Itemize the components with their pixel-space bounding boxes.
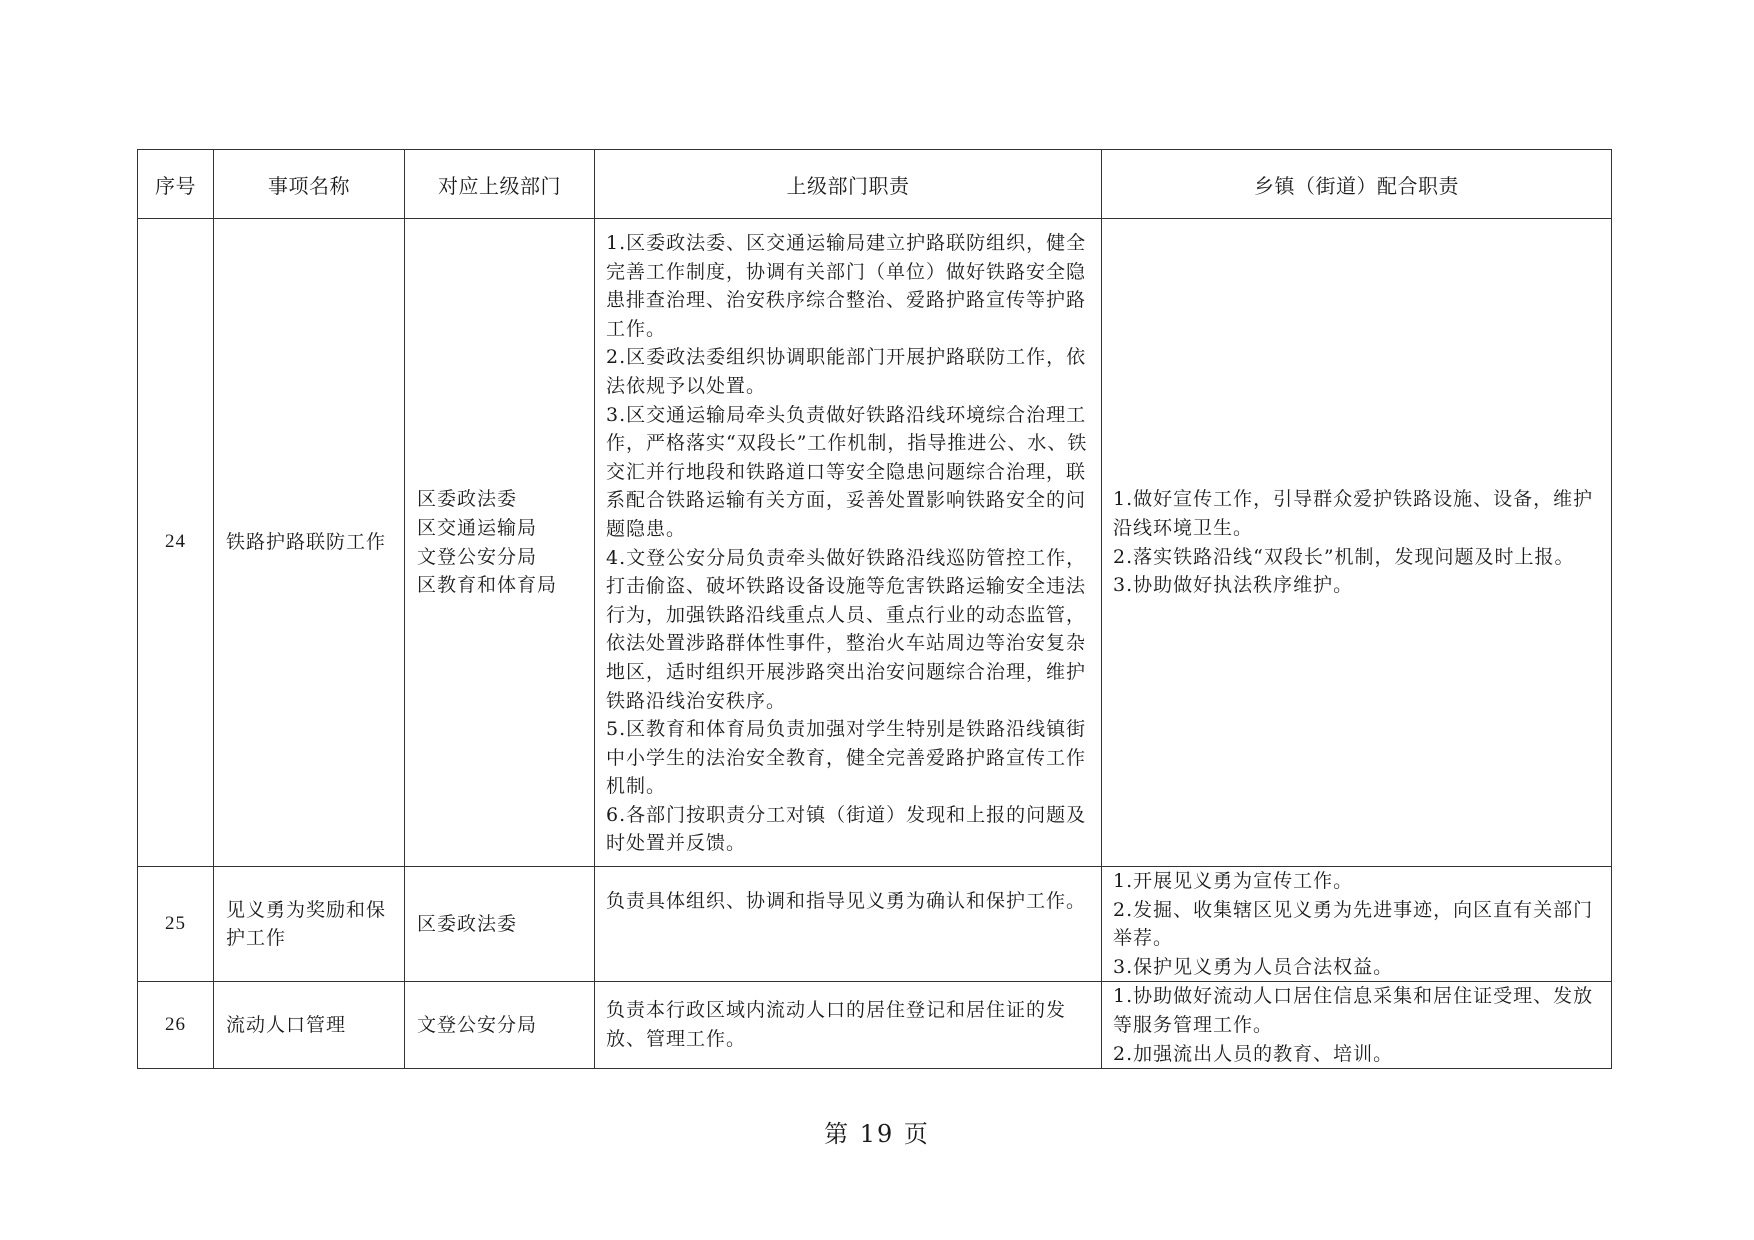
cooperation-entry: 1.做好宣传工作，引导群众爱护铁路设施、设备，维护沿线环境卫生。 (1113, 488, 1594, 539)
item-name: 流动人口管理 (214, 982, 405, 1069)
duty-entry: 负责具体组织、协调和指导见义勇为确认和保护工作。 (606, 890, 1087, 912)
table-row (138, 867, 1612, 982)
header-duty: 上级部门职责 (595, 150, 1102, 219)
table-row (138, 982, 1612, 1069)
item-name: 铁路护路联防工作 (214, 219, 405, 867)
item-name: 见义勇为奖励和保护工作 (214, 867, 405, 982)
row-number: 25 (138, 867, 214, 982)
department-entry: 区交通运输局 (417, 516, 538, 539)
cooperation-entry: 1.协助做好流动人口居住信息采集和居住证受理、发放等服务管理工作。 (1113, 985, 1594, 1036)
table-row (138, 219, 1612, 867)
page-number: 第 19 页 (824, 1120, 930, 1148)
duty-entry: 1.区委政法委、区交通运输局建立护路联防组织，健全完善工作制度，协调有关部门（单位）做好铁路安全隐患排查治理、治安秩序综合整治、爱路护路宣传等护路工作。 (606, 232, 1087, 340)
superior-departments (405, 982, 595, 1069)
header-coop: 乡镇（街道）配合职责 (1102, 150, 1612, 219)
department-entry: 区教育和体育局 (417, 574, 558, 597)
town-cooperation-duties (1102, 982, 1612, 1069)
row-number: 26 (138, 982, 214, 1069)
duty-entry: 3.区交通运输局牵头负责做好铁路沿线环境综合治理工作，严格落实“双段长”工作机制，指导推进公、水、铁交汇并行地段和铁路道口等安全隐患问题综合治理，联系配合铁路运输有关方面，妥善处置影响铁路安全的问题隐患。 (606, 403, 1088, 540)
cooperation-entry: 3.协助做好执法秩序维护。 (1113, 574, 1354, 597)
cooperation-entry: 1.开展见义勇为宣传工作。 (1113, 870, 1354, 892)
cooperation-entry: 3.保护见义勇为人员合法权益。 (1113, 955, 1394, 978)
department-entry: 文登公安分局 (417, 1013, 538, 1036)
duty-entry: 6.各部门按职责分工对镇（街道）发现和上报的问题及时处置并反馈。 (606, 803, 1087, 855)
department-entry: 文登公安分局 (417, 545, 538, 568)
town-cooperation-duties (1102, 867, 1612, 982)
duty-entry: 4.文登公安分局负责牵头做好铁路沿线巡防管控工作，打击偷盗、破坏铁路设备设施等危害铁路运输安全违法行为，加强铁路沿线重点人员、重点行业的动态监管，依法处置涉路群体性事件，整治火车站周边等治安复杂地区，适时组织开展涉路突出治安问题综合治理，维护铁路沿线治安秩序。 (606, 546, 1087, 712)
town-cooperation-duties (1102, 219, 1612, 867)
department-entry: 区委政法委 (417, 488, 518, 511)
superior-departments (405, 867, 595, 982)
responsibility-table (137, 149, 1612, 1069)
duty-entry: 负责本行政区域内流动人口的居住登记和居住证的发放、管理工作。 (606, 999, 1067, 1050)
superior-duties (595, 219, 1102, 867)
duty-entry: 2.区委政法委组织协调职能部门开展护路联防工作，依法依规予以处置。 (606, 346, 1087, 397)
department-entry: 区委政法委 (417, 912, 518, 935)
header-name: 事项名称 (214, 150, 405, 219)
cooperation-entry: 2.发掘、收集辖区见义勇为先进事迹，向区直有关部门举荐。 (1113, 898, 1594, 950)
table-header-row (138, 150, 1612, 219)
duty-entry: 5.区教育和体育局负责加强对学生特别是铁路沿线镇街中小学生的法治安全教育，健全完善爱路护路宣传工作机制。 (606, 718, 1087, 798)
row-number: 24 (138, 219, 214, 867)
cooperation-entry: 2.落实铁路沿线“双段长”机制，发现问题及时上报。 (1113, 545, 1575, 568)
header-dept: 对应上级部门 (405, 150, 595, 219)
header-no: 序号 (138, 150, 214, 219)
superior-duties (595, 867, 1102, 982)
superior-duties (595, 982, 1102, 1069)
cooperation-entry: 2.加强流出人员的教育、培训。 (1113, 1042, 1394, 1065)
superior-departments (405, 219, 595, 867)
